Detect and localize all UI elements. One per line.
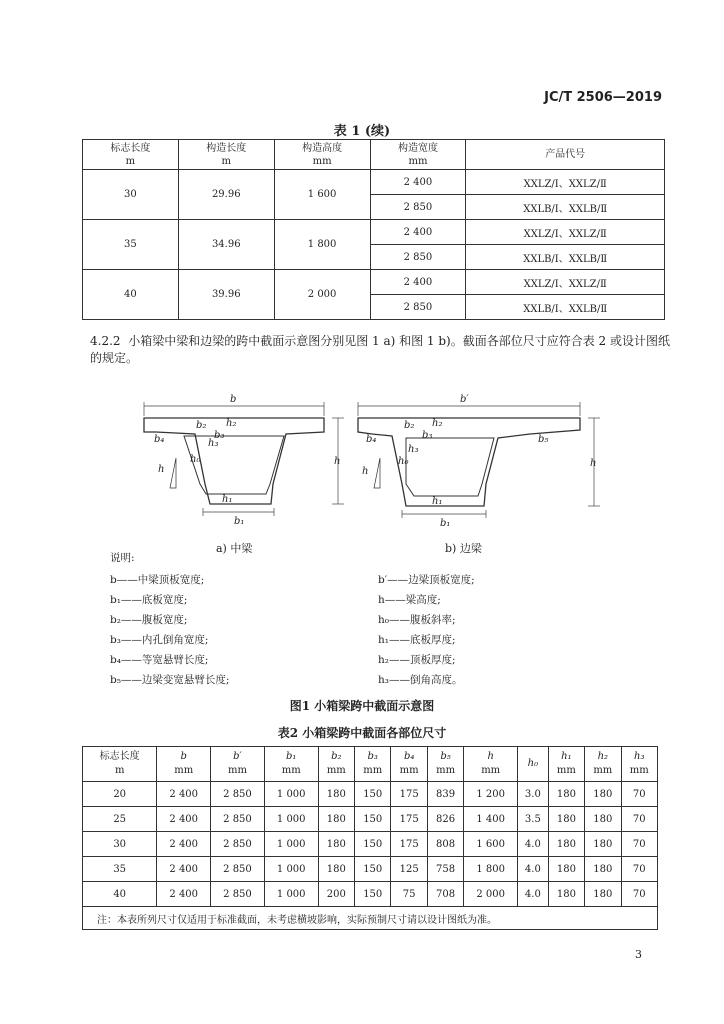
table2-header-cell: 标志长度 m (83, 747, 157, 782)
table2-cell: 180 (548, 782, 584, 807)
table2-cell: 40 (83, 882, 157, 907)
table2-cell: 180 (585, 857, 621, 882)
label-b2-middle: b₂ (196, 420, 207, 431)
table1-cell: 35 (83, 220, 179, 270)
table1-header-width: 构造宽度 mm (370, 140, 466, 170)
legend-item: b₄——等宽悬臂长度; (110, 654, 209, 666)
table2-cell: 2 400 (157, 832, 211, 857)
table2-header-cell: b mm (157, 747, 211, 782)
table2-cell: 180 (548, 857, 584, 882)
legend-item: b₂——腹板宽度; (110, 614, 188, 626)
table-row (83, 807, 658, 832)
table-row (83, 832, 658, 857)
table2-cell: 150 (355, 832, 391, 857)
legend-item: b₅——边梁变宽悬臂长度; (110, 674, 230, 686)
table2-header-cell: h₃ mm (621, 747, 657, 782)
table1-cell: XXLZ/Ⅰ、XXLZ/Ⅱ (466, 270, 665, 295)
label-b-prime: b′ (460, 394, 469, 405)
clause-4-2-2 (90, 333, 670, 367)
table2-note-row (83, 907, 658, 930)
caption-edge-girder: b) 边梁 (445, 542, 482, 555)
table2-header-cell: h₁ mm (548, 747, 584, 782)
legend-item: b₁——底板宽度; (110, 594, 188, 606)
legend-title: 说明: (110, 552, 135, 564)
middle-girder-section (144, 418, 324, 504)
label-h0-edge: h₀ (398, 456, 409, 467)
table2-cell: 2 850 (211, 882, 265, 907)
edge-girder-section (358, 418, 580, 506)
table2-header-cell: b₅ mm (427, 747, 463, 782)
label-h1-middle: h₁ (222, 494, 233, 505)
table-row (83, 857, 658, 882)
page-number: 3 (635, 948, 642, 961)
table1-cell: 1 600 (274, 170, 370, 220)
legend-item: h₁——底板厚度; (378, 634, 456, 646)
table2-cell: 30 (83, 832, 157, 857)
table2-cell: 2 400 (157, 782, 211, 807)
table1-cell: XXLB/Ⅰ、XXLB/Ⅱ (466, 295, 665, 320)
table2-cell: 1 000 (264, 807, 318, 832)
table-row (83, 882, 658, 907)
table-row (83, 782, 658, 807)
table1-cell: 30 (83, 170, 179, 220)
label-h1-edge: h₁ (432, 496, 443, 507)
table2-header-row (83, 747, 658, 782)
table1-cell: 2 400 (370, 220, 466, 245)
table2-cell: 1 000 (264, 782, 318, 807)
legend-item: h₃——倒角高度。 (378, 674, 463, 686)
edge-girder-dimensions (358, 402, 600, 518)
table2-cell: 2 850 (211, 782, 265, 807)
table2-cell: 180 (585, 807, 621, 832)
table1-cell: 1 800 (274, 220, 370, 270)
clause-text: 小箱梁中梁和边梁的跨中截面示意图分别见图 1 a) 和图 1 b)。截面各部位尺寸应符合表 2 或设计图纸的规定。 (90, 334, 670, 365)
legend-item: h——梁高度; (378, 594, 441, 606)
label-b4-edge: b₄ (366, 434, 377, 445)
table2-header-cell: h₂ mm (585, 747, 621, 782)
legend-item: h₀——腹板斜率; (378, 614, 456, 626)
table2-cell: 180 (318, 857, 354, 882)
table2-cell: 808 (427, 832, 463, 857)
table2-cell: 2 400 (157, 807, 211, 832)
table2-header-cell: b′ mm (211, 747, 265, 782)
table2-cell: 4.0 (518, 882, 549, 907)
table2-cell: 175 (391, 832, 427, 857)
table2-cell: 150 (355, 782, 391, 807)
legend-item: h₂——顶板厚度; (378, 654, 456, 666)
table2-cell: 180 (548, 882, 584, 907)
middle-girder-dimensions (144, 402, 344, 516)
table2-cell: 200 (318, 882, 354, 907)
table2-cell: 3.5 (518, 807, 549, 832)
table2-header-cell: b₁ mm (264, 747, 318, 782)
figure-title: 图1 小箱梁跨中截面示意图 (289, 699, 435, 713)
table2-cell: 20 (83, 782, 157, 807)
label-h-middle: h (334, 456, 341, 467)
table2-cell: 1 200 (464, 782, 518, 807)
table1-header-height: 构造高度 mm (274, 140, 370, 170)
table2-cell: 708 (427, 882, 463, 907)
label-h3-middle: h₃ (208, 438, 219, 449)
label-b1-middle: b₁ (234, 516, 245, 527)
table1-cell: 2 000 (274, 270, 370, 320)
table2-cell: 70 (621, 857, 657, 882)
table1-cell: 40 (83, 270, 179, 320)
table2-cell: 826 (427, 807, 463, 832)
table2-cell: 2 850 (211, 857, 265, 882)
table2-cell: 150 (355, 882, 391, 907)
table2-header-cell: h mm (464, 747, 518, 782)
table2-cell: 70 (621, 782, 657, 807)
table2-cell: 2 400 (157, 882, 211, 907)
legend-item: b——中梁顶板宽度; (110, 574, 205, 586)
table2-cell: 35 (83, 857, 157, 882)
table2-cell: 180 (318, 832, 354, 857)
table1-cell: XXLB/Ⅰ、XXLB/Ⅱ (466, 245, 665, 270)
label-h-small-edge: h (362, 466, 369, 477)
table1-header-code: 产品代号 (466, 140, 665, 170)
table1-cell: 2 400 (370, 270, 466, 295)
label-h2-edge: h₂ (432, 418, 443, 429)
table2-cell: 1 000 (264, 832, 318, 857)
table2-cell: 2 850 (211, 832, 265, 857)
label-b: b (230, 394, 237, 405)
table2-header-cell: b₄ mm (391, 747, 427, 782)
table2-cell: 180 (548, 832, 584, 857)
table1-cell: 2 850 (370, 195, 466, 220)
table2-cell: 150 (355, 857, 391, 882)
table2-cell: 25 (83, 807, 157, 832)
table1-cell: 29.96 (178, 170, 274, 220)
table2-cell: 70 (621, 832, 657, 857)
table1-header-span: 标志长度 m (83, 140, 179, 170)
table2-cell: 175 (391, 782, 427, 807)
standard-code-header: JC/T 2506—2019 (544, 90, 662, 105)
table2-cell: 150 (355, 807, 391, 832)
table1-header-length: 构造长度 m (178, 140, 274, 170)
caption-middle-girder: a) 中梁 (216, 542, 253, 555)
label-b3-middle: b₃ (214, 430, 225, 441)
label-h-edge: h (590, 458, 597, 469)
label-b4: b₄ (154, 434, 165, 445)
table2-cell: 1 400 (464, 807, 518, 832)
legend-left (110, 570, 229, 690)
clause-number: 4.2.2 (90, 334, 121, 348)
table2-cell: 4.0 (518, 857, 549, 882)
label-b1-edge: b₁ (440, 518, 451, 529)
table1-cell: XXLB/Ⅰ、XXLB/Ⅱ (466, 195, 665, 220)
table2-cell: 175 (391, 807, 427, 832)
table1-cell: 2 850 (370, 295, 466, 320)
table2-cell: 180 (318, 782, 354, 807)
label-b3-edge: b₃ (422, 430, 433, 441)
label-h3-edge: h₃ (408, 444, 419, 455)
label-h0-middle: h₀ (190, 454, 201, 465)
table2-cell: 180 (548, 807, 584, 832)
table2-cell: 1 600 (464, 832, 518, 857)
table2-cell: 125 (391, 857, 427, 882)
table2-cell: 4.0 (518, 832, 549, 857)
table1-header-row (83, 140, 665, 170)
table1-title: 表 1 (续) (333, 124, 391, 139)
table-row (83, 270, 665, 295)
table1-cell: 2 850 (370, 245, 466, 270)
table2-cell: 2 400 (157, 857, 211, 882)
table2-cell: 758 (427, 857, 463, 882)
legend-right (378, 570, 475, 690)
legend-item: b′——边梁顶板宽度; (378, 574, 475, 586)
table2-cell: 75 (391, 882, 427, 907)
table2-cell: 180 (585, 882, 621, 907)
table2-cell: 180 (318, 807, 354, 832)
label-h2-middle: h₂ (226, 418, 237, 429)
table2-cell: 180 (585, 782, 621, 807)
table2-cell: 70 (621, 882, 657, 907)
table-row (83, 170, 665, 195)
table2-header-cell: b₃ mm (355, 747, 391, 782)
table1-cell: 34.96 (178, 220, 274, 270)
table2-cell: 1 000 (264, 857, 318, 882)
table2-cell: 3.0 (518, 782, 549, 807)
label-b2-edge: b₂ (404, 420, 415, 431)
table2-title: 表2 小箱梁跨中截面各部位尺寸 (277, 726, 447, 740)
table1-cell: XXLZ/Ⅰ、XXLZ/Ⅱ (466, 220, 665, 245)
table2-cell: 1 000 (264, 882, 318, 907)
table1-cell: 2 400 (370, 170, 466, 195)
table1-cell: XXLZ/Ⅰ、XXLZ/Ⅱ (466, 170, 665, 195)
table-row (83, 220, 665, 245)
table1-cell: 39.96 (178, 270, 274, 320)
table2-header-cell: h₀ (518, 747, 549, 782)
table2-cell: 1 800 (464, 857, 518, 882)
table2-cell: 2 850 (211, 807, 265, 832)
table2-note: 注：本表所列尺寸仅适用于标准截面，未考虑横坡影响，实际预制尺寸请以设计图纸为准。 (83, 907, 658, 930)
legend-item: b₃——内孔倒角宽度; (110, 634, 209, 646)
table2-cell: 70 (621, 807, 657, 832)
label-b5: b₅ (538, 434, 549, 445)
table2-cell: 839 (427, 782, 463, 807)
table2-cell: 180 (585, 832, 621, 857)
table1 (82, 139, 665, 320)
cross-section-figure (110, 380, 630, 540)
table2-header-cell: b₂ mm (318, 747, 354, 782)
table2-cell: 2 000 (464, 882, 518, 907)
table2 (82, 746, 658, 930)
label-h-small: h (158, 464, 165, 475)
